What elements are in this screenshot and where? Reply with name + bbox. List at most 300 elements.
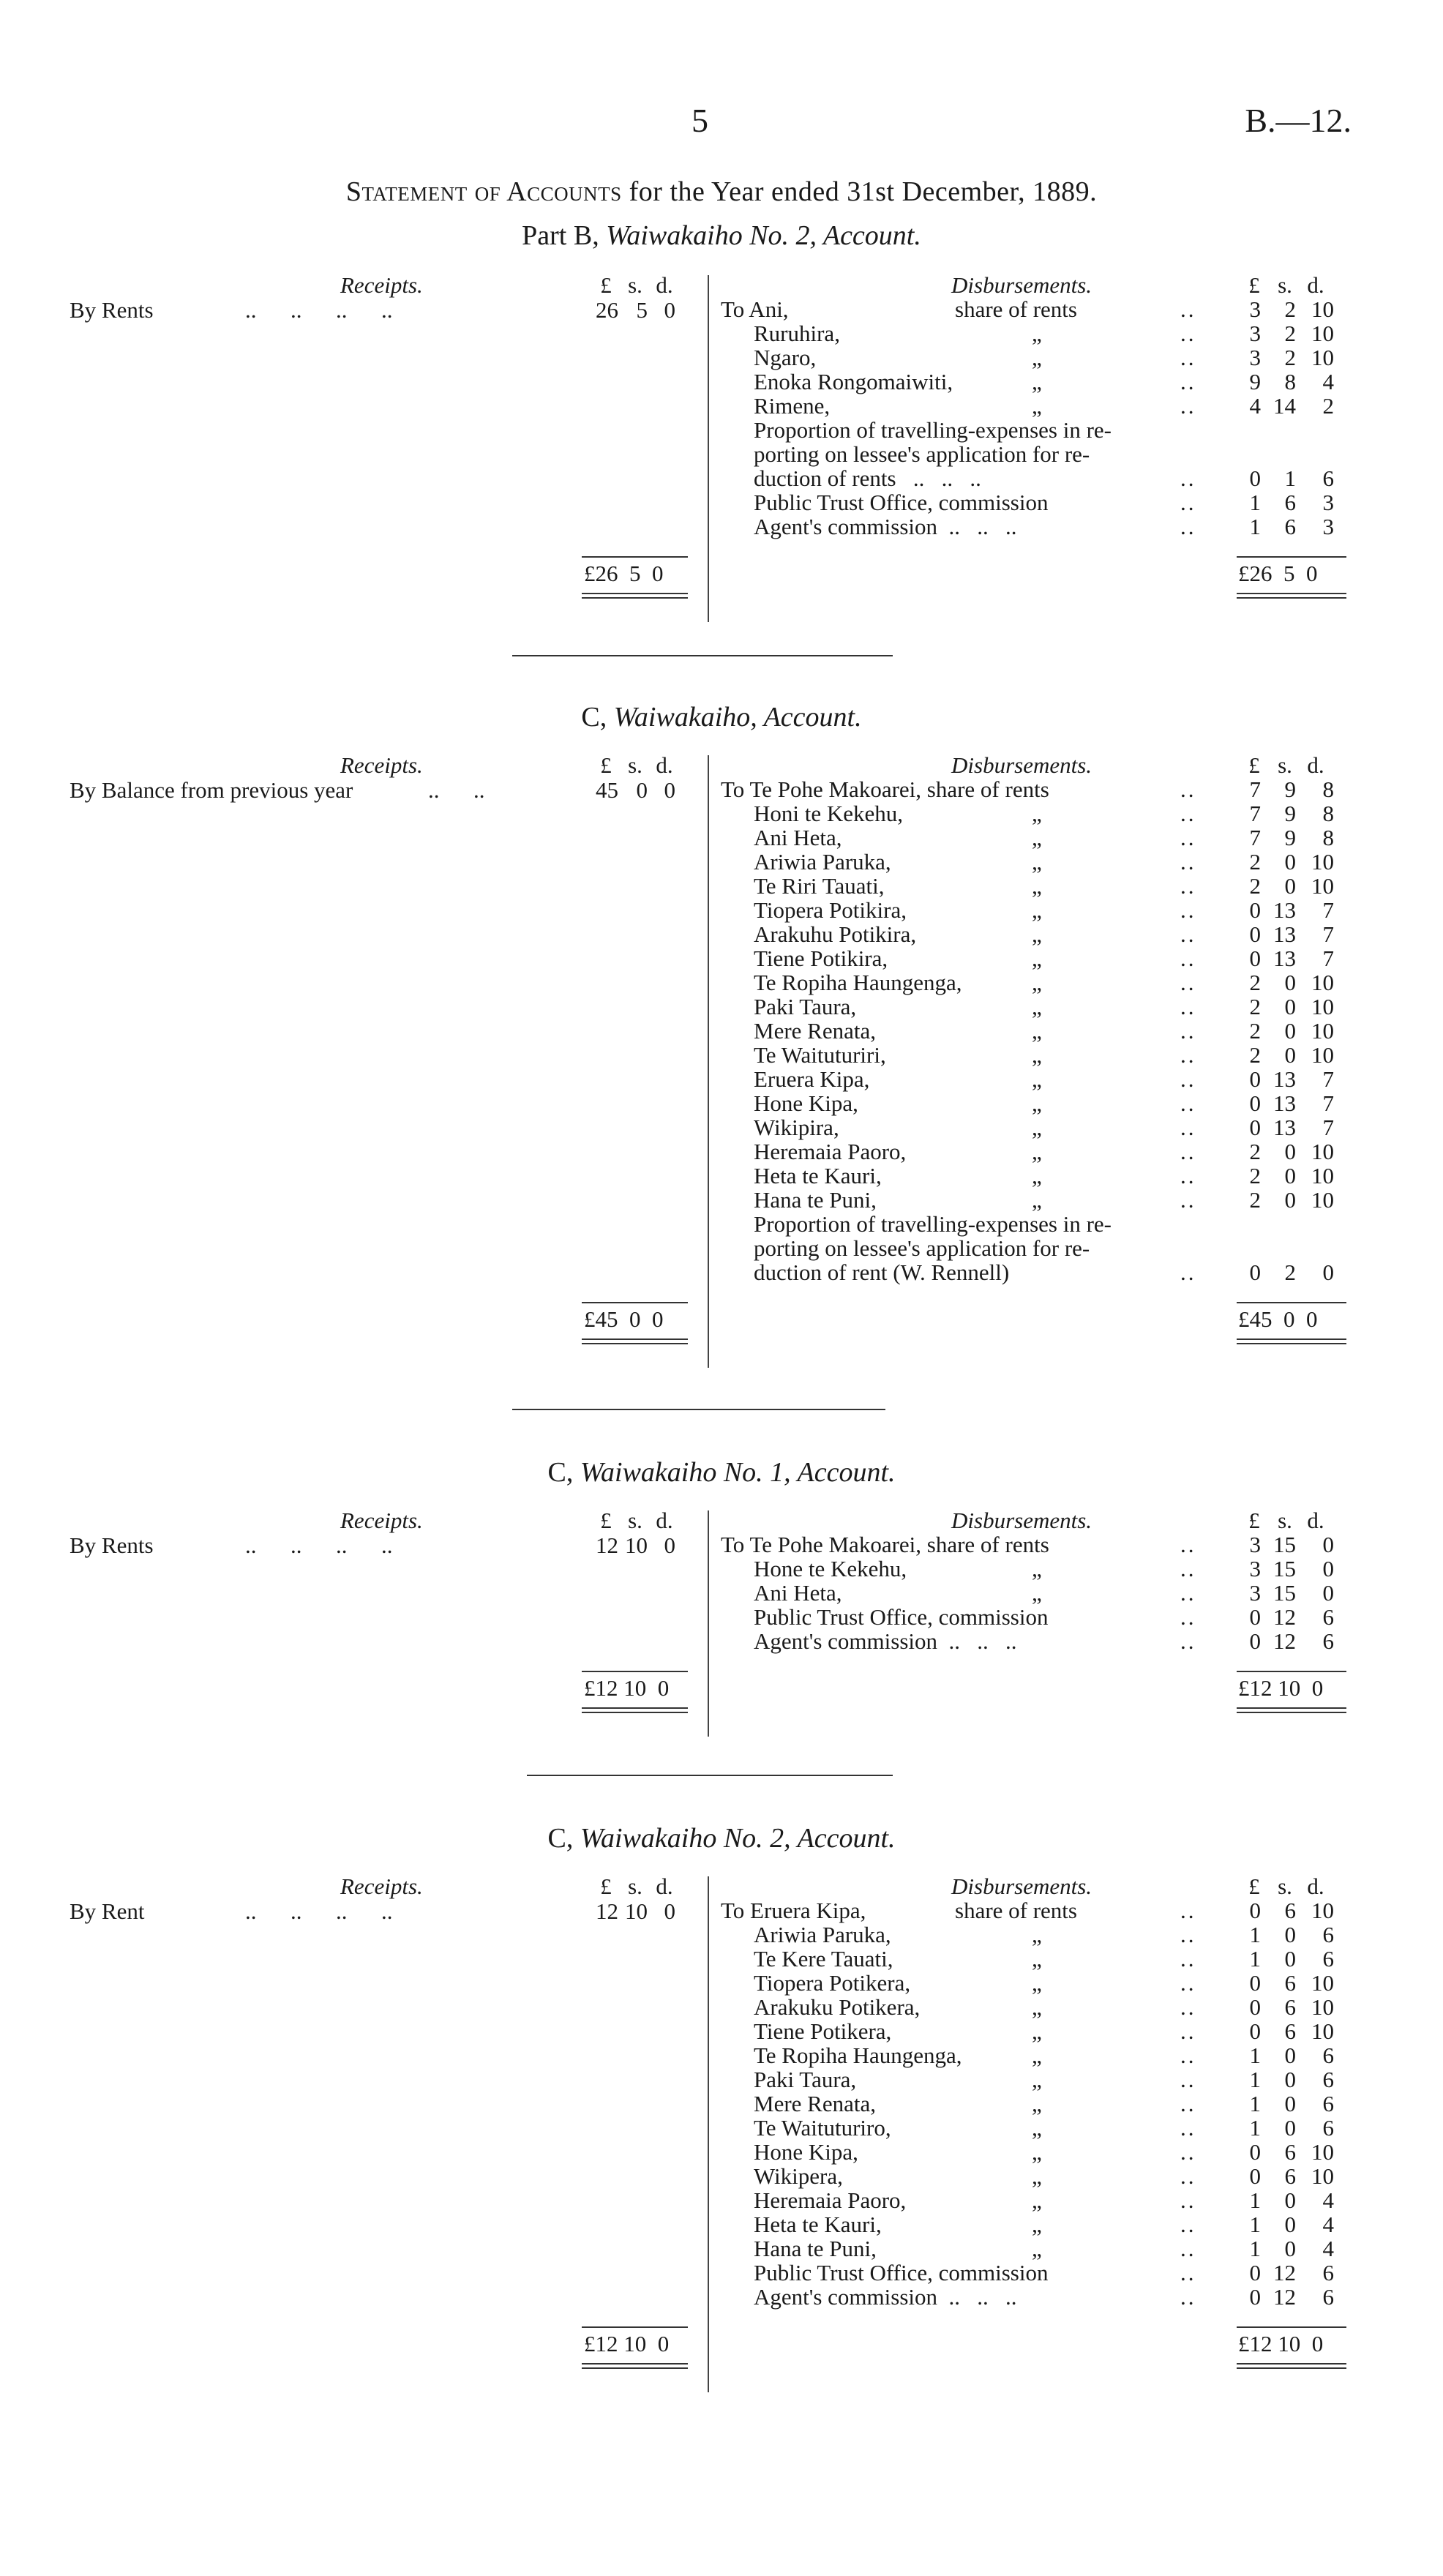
amount-S: 13 [1273,946,1296,971]
lsd-pence: d. [656,1508,673,1533]
amount-L: 3 [1249,1532,1261,1557]
table-row [721,1605,1379,1629]
row-name: Public Trust Office, commission [754,490,1049,515]
receipt-amount-D: 0 [664,1532,675,1558]
row-name: Enoka Rongomaiwiti, [754,369,953,394]
disbursements-total: £45 0 0 [1238,1306,1318,1332]
ditto-mark: „ [1032,2018,1042,2044]
account-section [0,1508,1443,1741]
amount-S: 2 [1284,296,1296,322]
row-name: Paki Taura, [754,994,857,1019]
ditto-mark: „ [1032,2067,1042,2092]
row-name: Tiene Potikera, [754,2018,892,2044]
amount-L: 1 [1249,2187,1261,2213]
leader-dots: .. [1180,514,1196,539]
receipts-total: £26 5 0 [584,561,664,586]
row-name: Heremaia Paoro, [754,2187,907,2213]
receipts-total-double-rule [582,1338,688,1344]
amount-D: 10 [1311,873,1334,899]
ditto-mark: „ [1032,1187,1042,1213]
row-name: Hana te Puni, [754,1187,877,1213]
row-name: Hone Kipa, [754,1090,858,1116]
amount-D: 10 [1311,970,1334,995]
lsd-pound: £ [1248,272,1260,298]
table-row [721,442,1379,466]
section-separator [527,1775,893,1776]
section-title [0,1456,1443,1489]
lsd-shilling: s. [628,752,642,778]
row-name: porting on lessee's application for re- [754,441,1090,467]
receipt-amount-L: 26 [596,297,618,323]
lsd-pound: £ [600,752,612,778]
row-name: Hana te Puni, [754,2236,877,2261]
ditto-mark: „ [1032,2115,1042,2141]
amount-S: 1 [1284,465,1296,491]
ditto-mark: „ [1032,849,1042,875]
amount-L: 1 [1249,490,1261,515]
row-name: Public Trust Office, commission [754,1604,1049,1630]
amount-L: 1 [1249,2091,1261,2116]
ditto-mark: „ [1032,1139,1042,1164]
ditto-mark: „ [1032,393,1042,419]
account-section [0,272,1443,626]
table-row [721,321,1379,345]
receipt-leader-dots: .. .. [428,777,485,803]
amount-S: 13 [1273,921,1296,947]
amount-S: 0 [1284,2212,1296,2237]
section-title-prefix: C, [547,1457,580,1488]
ditto-mark: „ [1032,2163,1042,2189]
amount-D: 0 [1322,1580,1334,1606]
account-section [0,752,1443,1372]
receipts-lsd-header [591,752,679,779]
leader-dots: .. [1180,2163,1196,2189]
disbursements-total-double-rule [1237,593,1346,599]
amount-D: 10 [1311,1187,1334,1213]
table-row [721,1139,1379,1164]
row-name: Proportion of travelling-expenses in re- [754,417,1112,443]
disbursements-total-rule [1237,556,1346,558]
amount-D: 10 [1311,2018,1334,2044]
table-row [721,2261,1379,2285]
ditto-mark: „ [1032,1580,1042,1606]
leader-dots: .. [1180,1532,1196,1557]
title-rest: for the Year ended 31st December, 1889. [621,176,1098,207]
ditto-mark: „ [1032,321,1042,346]
amount-S: 15 [1273,1580,1296,1606]
amount-S: 0 [1284,2236,1296,2261]
leader-dots: .. [1180,369,1196,394]
leader-dots: .. [1180,490,1196,515]
amount-S: 0 [1284,2043,1296,2068]
lsd-pence: d. [656,1873,673,1899]
amount-S: 6 [1284,1970,1296,1996]
leader-dots: .. [1180,921,1196,947]
row-name: Eruera Kipa, [754,1066,870,1092]
amount-L: 1 [1249,2212,1261,2237]
leader-dots: .. [1180,2236,1196,2261]
amount-S: 6 [1284,2163,1296,2189]
lsd-shilling: s. [1278,272,1292,298]
ditto-mark: „ [1032,1115,1042,1140]
amount-S: 0 [1284,1187,1296,1213]
table-row [721,995,1379,1019]
receipt-label: By Rents [70,1532,154,1558]
amount-D: 10 [1311,2139,1334,2165]
amount-S: 6 [1284,2018,1296,2044]
amount-D: 6 [1322,1604,1334,1630]
table-row [721,1043,1379,1067]
amount-L: 2 [1249,1042,1261,1068]
amount-S: 0 [1284,2187,1296,2213]
amount-L: 0 [1249,1090,1261,1116]
leader-dots: .. [1180,1259,1196,1285]
disbursements-list [721,1532,1379,1653]
receipt-amount-L: 12 [596,1898,618,1924]
disbursements-total-rule [1237,2326,1346,2328]
table-row [721,1260,1379,1284]
leader-dots: .. [1180,849,1196,875]
amount-S: 12 [1273,2284,1296,2310]
table-row [721,2164,1379,2188]
receipt-amount-L: 45 [596,777,618,803]
leader-dots: .. [1180,1970,1196,1996]
row-name: Ngaro, [754,345,817,370]
lsd-shilling: s. [628,1873,642,1899]
row-name: Te Ropiha Haungenga, [754,970,962,995]
lsd-pound: £ [1248,1873,1260,1899]
ditto-mark: „ [1032,1066,1042,1092]
ditto-mark: „ [1032,873,1042,899]
lsd-pound: £ [1248,752,1260,778]
amount-L: 1 [1249,514,1261,539]
row-name: duction of rents .. .. .. [754,465,981,491]
amount-L: 7 [1249,801,1261,826]
amount-L: 2 [1249,873,1261,899]
table-row [721,1922,1379,1947]
amount-D: 0 [1322,1556,1334,1581]
table-row [721,777,1379,801]
amount-D: 6 [1322,2260,1334,2285]
receipts-header: Receipts. [340,752,423,778]
amount-L: 4 [1249,393,1261,419]
ditto-mark: „ [1032,2091,1042,2116]
receipts-lsd-header [591,1508,679,1534]
leader-dots: .. [1180,2018,1196,2044]
ditto-mark: „ [1032,946,1042,971]
leader-dots: .. [1180,994,1196,1019]
row-name: porting on lessee's application for re- [754,1235,1090,1261]
table-row [721,874,1379,898]
row-name: duction of rent (W. Rennell) [754,1259,1010,1285]
amount-D: 6 [1322,2091,1334,2116]
receipt-label: By Rent [70,1898,145,1924]
amount-D: 10 [1311,321,1334,346]
column-divider [708,1876,709,2392]
table-row [721,466,1379,490]
ditto-mark: „ [1032,1922,1042,1947]
row-name: Mere Renata, [754,2091,876,2116]
receipt-amount-S: 0 [636,777,648,803]
leader-dots: .. [1180,1628,1196,1654]
amount-L: 3 [1249,296,1261,322]
disbursements-lsd-header [1239,752,1331,779]
amount-S: 0 [1284,1946,1296,1972]
table-row [721,394,1379,418]
row-name: Mere Renata, [754,1018,876,1044]
ditto-mark: „ [1032,1042,1042,1068]
ditto-mark: „ [1032,801,1042,826]
row-name: Agent's commission .. .. .. [754,514,1017,539]
lsd-shilling: s. [1278,1508,1292,1533]
page-number: 5 [691,102,708,139]
amount-D: 6 [1322,465,1334,491]
lsd-shilling: s. [1278,1873,1292,1899]
amount-L: 1 [1249,1946,1261,1972]
lsd-pence: d. [1307,1873,1324,1899]
ditto-mark: „ [1032,970,1042,995]
table-row [721,2019,1379,2043]
amount-D: 10 [1311,2163,1334,2189]
row-name: Heta te Kauri, [754,1163,882,1188]
amount-D: 6 [1322,1946,1334,1972]
ditto-mark: „ [1032,1090,1042,1116]
table-row [721,1019,1379,1043]
lsd-pound: £ [600,1508,612,1533]
amount-S: 6 [1284,1898,1296,1923]
row-name: Agent's commission .. .. .. [754,2284,1017,2310]
amount-L: 0 [1249,921,1261,947]
row-name: Arakuhu Potikira, [754,921,917,947]
amount-L: 0 [1249,2163,1261,2189]
amount-L: 1 [1249,2043,1261,2068]
row-share: share of rents [955,1898,1077,1923]
table-row [721,1995,1379,2019]
amount-L: 0 [1249,2018,1261,2044]
amount-L: 0 [1249,897,1261,923]
disbursements-total-rule [1237,1671,1346,1672]
amount-L: 7 [1249,825,1261,850]
amount-L: 3 [1249,345,1261,370]
row-name: To Ani, [721,296,789,322]
table-row [721,970,1379,995]
amount-D: 6 [1322,2043,1334,2068]
section-title-prefix: Part B, [522,220,607,251]
table-row [721,1188,1379,1212]
table-row [721,1532,1379,1557]
receipts-header: Receipts. [340,1873,423,1899]
row-name: Proportion of travelling-expenses in re- [754,1211,1112,1237]
receipt-amount-S: 10 [625,1532,648,1558]
row-name: Paki Taura, [754,2067,857,2092]
receipt-leader-dots: .. .. .. .. [245,297,393,323]
row-name: Ariwia Paruka, [754,849,891,875]
amount-D: 7 [1322,1115,1334,1140]
table-row [721,2212,1379,2236]
receipt-amount [589,1532,675,1559]
ditto-mark: „ [1032,921,1042,947]
amount-D: 7 [1322,897,1334,923]
table-row [721,1971,1379,1995]
leader-dots: .. [1180,2260,1196,2285]
row-name: To Te Pohe Makoarei, share of rents [721,1532,1049,1557]
leader-dots: .. [1180,1946,1196,1972]
table-row [721,1557,1379,1581]
amount-D: 8 [1322,801,1334,826]
amount-D: 6 [1322,1628,1334,1654]
leader-dots: .. [1180,873,1196,899]
row-name: Te Riri Tauati, [754,873,885,899]
ditto-mark: „ [1032,994,1042,1019]
leader-dots: .. [1180,2139,1196,2165]
leader-dots: .. [1180,393,1196,419]
amount-D: 6 [1322,2284,1334,2310]
amount-L: 0 [1249,1994,1261,2020]
amount-D: 7 [1322,946,1334,971]
amount-S: 15 [1273,1532,1296,1557]
receipt-amount-S: 5 [636,297,648,323]
lsd-pound: £ [1248,1508,1260,1533]
amount-L: 7 [1249,776,1261,802]
receipts-total: £45 0 0 [584,1306,664,1332]
table-row [721,2092,1379,2116]
amount-S: 13 [1273,1115,1296,1140]
table-row [721,2285,1379,2309]
amount-L: 0 [1249,1115,1261,1140]
disbursements-total-double-rule [1237,2363,1346,2369]
table-row [721,370,1379,394]
amount-S: 0 [1284,2067,1296,2092]
lsd-shilling: s. [628,272,642,298]
leader-dots: .. [1180,2284,1196,2310]
disbursements-header: Disbursements. [951,1508,1092,1533]
table-row [721,514,1379,539]
amount-D: 3 [1322,490,1334,515]
title-smallcaps: Statement of Accounts [345,176,622,207]
amount-S: 6 [1284,2139,1296,2165]
row-name: Honi te Kekehu, [754,801,904,826]
amount-L: 9 [1249,369,1261,394]
leader-dots: .. [1180,345,1196,370]
amount-D: 7 [1322,1066,1334,1092]
disbursements-total: £12 10 0 [1238,1675,1324,1701]
amount-L: 1 [1249,2067,1261,2092]
amount-L: 0 [1249,2139,1261,2165]
leader-dots: .. [1180,825,1196,850]
leader-dots: .. [1180,2043,1196,2068]
section-title [0,701,1443,733]
amount-S: 6 [1284,514,1296,539]
amount-S: 6 [1284,490,1296,515]
receipts-total-rule [582,1302,688,1303]
column-divider [708,275,709,622]
leader-dots: .. [1180,970,1196,995]
table-row [721,922,1379,946]
amount-L: 0 [1249,1898,1261,1923]
table-row [721,418,1379,442]
amount-L: 0 [1249,1259,1261,1285]
amount-L: 1 [1249,2115,1261,2141]
amount-D: 10 [1311,1163,1334,1188]
receipt-amount-D: 0 [664,297,675,323]
disbursements-lsd-header [1239,1508,1331,1534]
amount-D: 10 [1311,1898,1334,1923]
table-row [721,2043,1379,2067]
receipt-amount-S: 10 [625,1898,648,1924]
receipts-total-rule [582,2326,688,2328]
lsd-pound: £ [600,272,612,298]
lsd-pence: d. [1307,1508,1324,1533]
amount-S: 13 [1273,1090,1296,1116]
table-row [721,2188,1379,2212]
amount-D: 0 [1322,1532,1334,1557]
amount-S: 12 [1273,1604,1296,1630]
section-title [0,1822,1443,1854]
table-row [721,2236,1379,2261]
ditto-mark: „ [1032,2212,1042,2237]
lsd-shilling: s. [628,1508,642,1533]
leader-dots: .. [1180,1556,1196,1581]
row-name: Agent's commission .. .. .. [754,1628,1017,1654]
amount-S: 0 [1284,873,1296,899]
row-name: Te Kere Tauati, [754,1946,893,1972]
disbursements-header: Disbursements. [951,1873,1092,1899]
table-row [721,1947,1379,1971]
amount-D: 3 [1322,514,1334,539]
leader-dots: .. [1180,801,1196,826]
amount-L: 3 [1249,1556,1261,1581]
leader-dots: .. [1180,296,1196,322]
table-row [721,825,1379,850]
row-name: Arakuku Potikera, [754,1994,921,2020]
amount-L: 0 [1249,1628,1261,1654]
receipts-total-rule [582,1671,688,1672]
amount-S: 8 [1284,369,1296,394]
column-divider [708,1510,709,1737]
ditto-mark: „ [1032,345,1042,370]
leader-dots: .. [1180,2212,1196,2237]
amount-S: 9 [1284,801,1296,826]
row-name: To Eruera Kipa, [721,1898,866,1923]
amount-L: 0 [1249,1066,1261,1092]
receipts-total: £12 10 0 [584,1675,670,1701]
lsd-pence: d. [656,272,673,298]
row-name: Ani Heta, [754,825,842,850]
leader-dots: .. [1180,1066,1196,1092]
amount-L: 2 [1249,1018,1261,1044]
row-share: share of rents [955,296,1077,322]
receipts-header: Receipts. [340,272,423,298]
disbursements-total-rule [1237,1302,1346,1303]
row-name: Ruruhira, [754,321,840,346]
amount-L: 1 [1249,1922,1261,1947]
receipts-total-rule [582,556,688,558]
amount-D: 6 [1322,1922,1334,1947]
amount-L: 0 [1249,1970,1261,1996]
ditto-mark: „ [1032,897,1042,923]
receipt-leader-dots: .. .. .. .. [245,1898,393,1924]
receipt-amount [589,1898,675,1925]
amount-L: 0 [1249,2284,1261,2310]
amount-L: 0 [1249,2260,1261,2285]
disbursements-header: Disbursements. [951,752,1092,778]
leader-dots: .. [1180,1580,1196,1606]
amount-D: 10 [1311,994,1334,1019]
amount-L: 2 [1249,849,1261,875]
column-divider [708,755,709,1368]
leader-dots: .. [1180,1898,1196,1923]
amount-D: 8 [1322,825,1334,850]
